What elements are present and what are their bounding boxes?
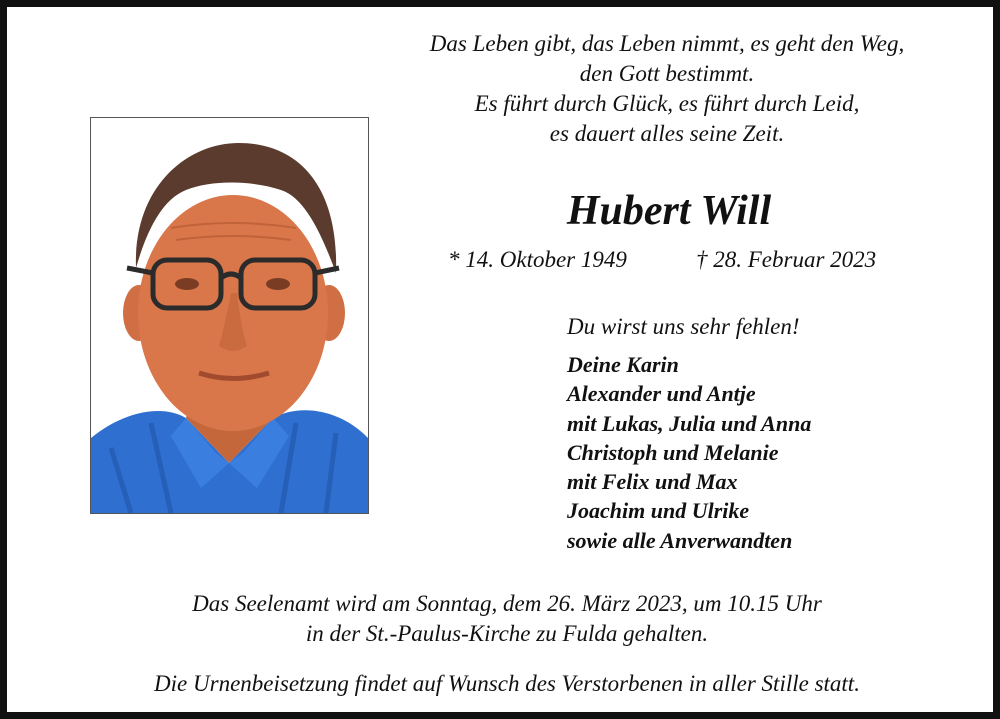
service-notice	[7, 589, 1000, 649]
poem-line: den Gott bestimmt.	[579, 61, 755, 86]
farewell-line: Du wirst uns sehr fehlen!	[567, 314, 800, 339]
poem-line: Das Leben gibt, das Leben nimmt, es geht den Weg,	[429, 31, 905, 56]
mourner: Alexander und Antje	[567, 381, 756, 407]
service-line: Das Seelenamt wird am Sonntag, dem 26. März 2023, um 10.15 Uhr	[192, 591, 822, 616]
death-date: † 28. Februar 2023	[696, 247, 877, 272]
service-line: in der St.-Paulus-Kirche zu Fulda gehalten.	[305, 621, 709, 646]
poem-line: es dauert alles seine Zeit.	[549, 121, 785, 146]
portrait-photo	[90, 117, 369, 514]
birth-date: * 14. Oktober 1949	[448, 247, 627, 272]
poem-line: Es führt durch Glück, es führt durch Leid,	[474, 91, 860, 116]
mourner: Deine Karin	[567, 352, 679, 377]
mourner: mit Lukas, Julia und Anna	[567, 410, 812, 436]
mourner: Christoph und Melanie	[567, 439, 779, 465]
portrait-image	[91, 118, 368, 513]
mourner: mit Felix und Max	[567, 469, 738, 495]
poem	[367, 29, 967, 149]
mourner: sowie alle Anverwandten	[567, 527, 793, 553]
mourner: Joachim und Ulrike	[567, 498, 750, 524]
deceased-name: Hubert Will	[566, 188, 772, 234]
burial-note: Die Urnenbeisetzung findet auf Wunsch des Verstorbenen in aller Stille statt.	[154, 671, 860, 696]
mourners-list	[567, 350, 811, 555]
